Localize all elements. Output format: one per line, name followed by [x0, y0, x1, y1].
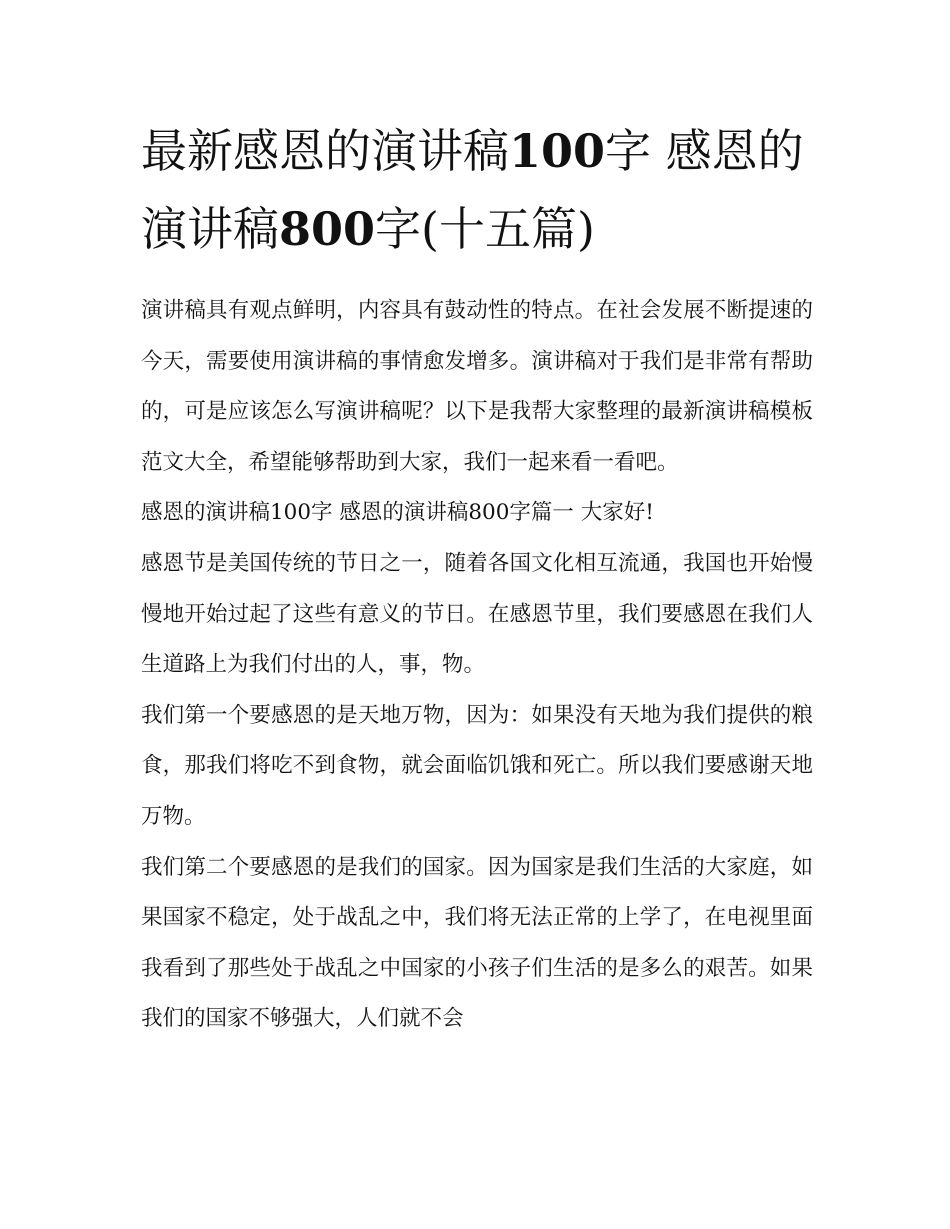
body-paragraph: 我们第二个要感恩的是我们的国家。因为国家是我们生活的大家庭，如果国家不稳定，处于战乱之中，我们将无法正常的上学了，在电视里面我看到了那些处于战乱之中国家的小孩子们生活的是多么的艰苦。如果我们的国家不够强大，人们就不会 [141, 854, 813, 1032]
title-number: 800 [279, 202, 376, 256]
body-paragraph: 感恩节是美国传统的节日之一，随着各国文化相互流通，我国也开始慢慢地开始过起了这些有意义的节日。在感恩节里，我们要感恩在我们人生道路上为我们付出的人，事，物。 [141, 550, 813, 678]
document-title [141, 112, 813, 268]
body-paragraph: 我们第一个要感恩的是天地万物，因为：如果没有天地为我们提供的粮食，那我们将吃不到食物，就会面临饥饿和死亡。所以我们要感谢天地万物。 [141, 702, 813, 829]
title-text: 最新感恩的演讲稿100字 感恩的演讲稿800字(十五篇) [141, 124, 804, 256]
title-number: 100 [509, 124, 606, 178]
section-heading-paragraph: 感恩的演讲稿100字 感恩的演讲稿800字篇一 大家好! [141, 500, 654, 526]
intro-paragraph: 演讲稿具有观点鲜明，内容具有鼓动性的特点。在社会发展不断提速的今天，需要使用演讲稿的事情愈发增多。演讲稿对于我们是非常有帮助的，可是应该怎么写演讲稿呢？以下是我帮大家整理的最新演讲稿模板范文大全，希望能够帮助到大家，我们一起来看一看吧。 [141, 298, 813, 475]
document-page [141, 112, 813, 1045]
